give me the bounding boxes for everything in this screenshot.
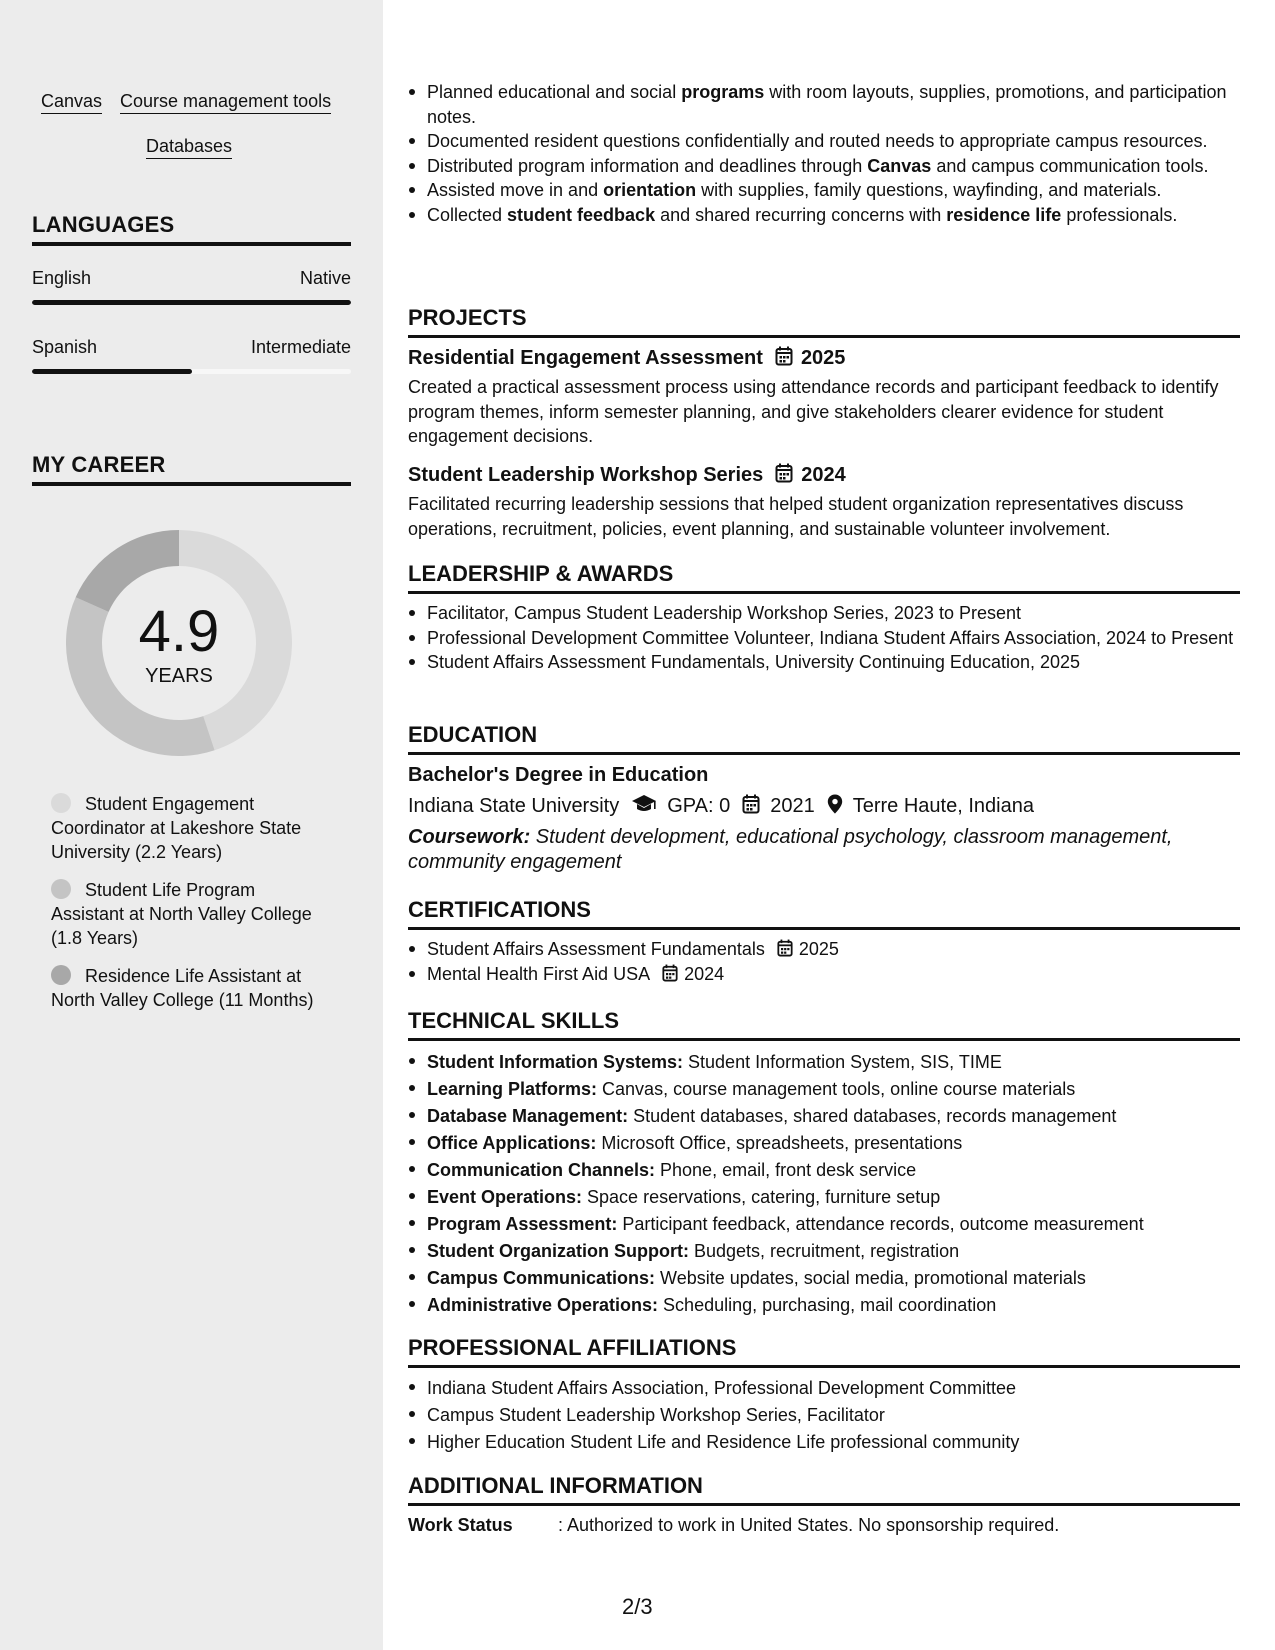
language-row bbox=[32, 268, 351, 289]
affiliation-item: Higher Education Student Life and Residence Life professional community bbox=[408, 1429, 1240, 1456]
skill-item: Administrative Operations: Scheduling, purchasing, mail coordination bbox=[408, 1292, 1240, 1319]
calendar-icon bbox=[662, 964, 678, 982]
affiliations-list bbox=[408, 1375, 1240, 1456]
language-name: English bbox=[32, 268, 92, 288]
page-number: 2/3 bbox=[622, 1594, 653, 1619]
skill-item: Event Operations: Space reservations, catering, furniture setup bbox=[408, 1184, 1240, 1211]
skill-item: Learning Platforms: Canvas, course management tools, online course materials bbox=[408, 1076, 1240, 1103]
skill-tag: Canvas bbox=[41, 90, 102, 114]
calendar-icon bbox=[775, 346, 793, 366]
calendar-icon bbox=[775, 463, 793, 483]
coursework-text: Student development, educational psychology, classroom management, community engagement bbox=[408, 826, 1173, 873]
career-total-years: 4.9 bbox=[138, 599, 220, 664]
career-total-unit: YEARS bbox=[145, 665, 213, 687]
experience-bullet: Assisted move in and orientation with supplies, family questions, wayfinding, and materials. bbox=[408, 178, 1240, 203]
certification-item: Student Affairs Assessment Fundamentals 2025 bbox=[408, 937, 1240, 962]
sidebar bbox=[0, 0, 383, 1650]
skill-item: Database Management: Student databases, shared databases, records management bbox=[408, 1103, 1240, 1130]
education-location: Terre Haute, Indiana bbox=[852, 795, 1034, 817]
additional-info-heading: ADDITIONAL INFORMATION bbox=[408, 1473, 1240, 1506]
language-proficiency-fill bbox=[32, 369, 192, 374]
project-title: Residential Engagement Assessment 2025 bbox=[408, 347, 846, 369]
language-name: Spanish bbox=[32, 337, 98, 357]
technical-skills-heading: TECHNICAL SKILLS bbox=[408, 1008, 1240, 1041]
career-item bbox=[51, 878, 321, 950]
education-details bbox=[408, 793, 1034, 819]
calendar-icon bbox=[742, 794, 760, 814]
project-title: Student Leadership Workshop Series 2024 bbox=[408, 464, 846, 486]
language-level: Intermediate bbox=[250, 337, 351, 357]
experience-bullet-list bbox=[408, 80, 1240, 227]
project-description: Created a practical assessment process using attendance records and participant feedback to identify program themes, inform semester planning, and give stakeholders clearer evidence for student engagement decisions. bbox=[408, 377, 1219, 446]
career-item-text: Residence Life Assistant at North Valley College (11 Months) bbox=[51, 966, 314, 1010]
affiliation-item: Indiana Student Affairs Association, Professional Development Committee bbox=[408, 1375, 1240, 1402]
certification-item: Mental Health First Aid USA 2024 bbox=[408, 962, 1240, 987]
school-name: Indiana State University bbox=[408, 795, 620, 817]
affiliations-heading: PROFESSIONAL AFFILIATIONS bbox=[408, 1335, 1240, 1368]
skill-item: Campus Communications: Website updates, social media, promotional materials bbox=[408, 1265, 1240, 1292]
experience-bullet: Planned educational and social programs with room layouts, supplies, promotions, and participation notes. bbox=[408, 80, 1240, 129]
skill-item: Student Organization Support: Budgets, recruitment, registration bbox=[408, 1238, 1240, 1265]
degree-title: Bachelor's Degree in Education bbox=[408, 764, 709, 786]
skill-tag: Course management tools bbox=[120, 90, 331, 114]
certifications-list bbox=[408, 937, 1240, 986]
gpa: GPA: 0 bbox=[667, 795, 731, 817]
skill-item: Office Applications: Microsoft Office, spreadsheets, presentations bbox=[408, 1130, 1240, 1157]
skill-tag: Databases bbox=[146, 135, 232, 159]
location-pin-icon bbox=[827, 794, 843, 814]
language-row bbox=[32, 337, 351, 358]
graduation-cap-icon bbox=[631, 794, 657, 814]
work-status-row bbox=[408, 1513, 1059, 1537]
work-status-label: Work Status bbox=[408, 1515, 513, 1535]
career-heading: MY CAREER bbox=[32, 452, 351, 486]
coursework-label: Coursework: bbox=[408, 826, 531, 848]
languages-heading: LANGUAGES bbox=[32, 212, 351, 246]
career-item-text: Student Life Program Assistant at North Valley College (1.8 Years) bbox=[51, 880, 312, 948]
career-item bbox=[51, 964, 321, 1012]
skill-item: Student Information Systems: Student Information System, SIS, TIME bbox=[408, 1049, 1240, 1076]
experience-bullet: Collected student feedback and shared recurring concerns with residence life professionals. bbox=[408, 203, 1240, 228]
work-status-value: : Authorized to work in United States. No sponsorship required. bbox=[558, 1515, 1060, 1535]
leadership-item: Facilitator, Campus Student Leadership Workshop Series, 2023 to Present bbox=[408, 601, 1240, 626]
leadership-heading: LEADERSHIP & AWARDS bbox=[408, 561, 1240, 594]
language-level: Native bbox=[299, 268, 351, 288]
language-proficiency-fill bbox=[32, 300, 351, 305]
certifications-heading: CERTIFICATIONS bbox=[408, 897, 1240, 930]
projects-heading: PROJECTS bbox=[408, 305, 1240, 338]
experience-bullet: Distributed program information and deadlines through Canvas and campus communication tools. bbox=[408, 154, 1240, 179]
experience-bullet: Documented resident questions confidentially and routed needs to appropriate campus resources. bbox=[408, 129, 1240, 154]
leadership-list bbox=[408, 601, 1240, 675]
career-legend-dot bbox=[51, 879, 71, 899]
leadership-item: Student Affairs Assessment Fundamentals, University Continuing Education, 2025 bbox=[408, 650, 1240, 675]
skill-item: Program Assessment: Participant feedback, attendance records, outcome measurement bbox=[408, 1211, 1240, 1238]
coursework bbox=[408, 825, 1240, 874]
calendar-icon bbox=[777, 939, 793, 957]
technical-skills-list bbox=[408, 1049, 1240, 1319]
affiliation-item: Campus Student Leadership Workshop Series, Facilitator bbox=[408, 1402, 1240, 1429]
language-proficiency-bar bbox=[32, 369, 351, 374]
leadership-item: Professional Development Committee Volunteer, Indiana Student Affairs Association, 2024 to Present bbox=[408, 626, 1240, 651]
graduation-year: 2021 bbox=[770, 795, 815, 817]
career-item bbox=[51, 792, 321, 864]
language-proficiency-bar bbox=[32, 300, 351, 305]
career-legend-dot bbox=[51, 965, 71, 985]
skill-item: Communication Channels: Phone, email, front desk service bbox=[408, 1157, 1240, 1184]
project-description: Facilitated recurring leadership sessions that helped student organization representatives discuss operations, recruitment, policies, event planning, and sustainable volunteer involvement. bbox=[408, 494, 1184, 539]
education-heading: EDUCATION bbox=[408, 722, 1240, 755]
career-item-text: Student Engagement Coordinator at Lakeshore State University (2.2 Years) bbox=[51, 794, 302, 862]
career-legend-dot bbox=[51, 793, 71, 813]
